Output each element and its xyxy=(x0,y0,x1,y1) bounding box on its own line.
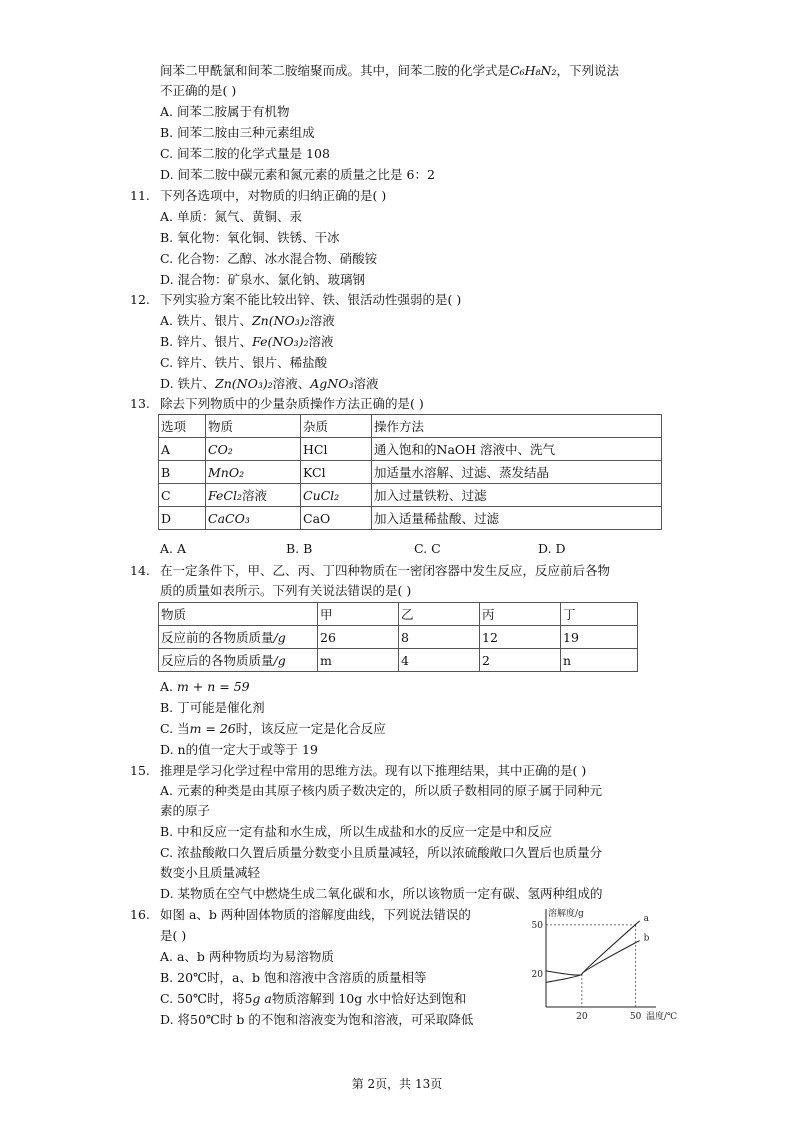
q12-option-d[interactable] xyxy=(160,375,379,393)
cell-value: 26 xyxy=(318,626,399,649)
header-cell: 杂质 xyxy=(301,415,372,438)
cell-method: 加适量水溶解、过滤、蒸发结晶 xyxy=(372,461,662,484)
q10-stem-line1 xyxy=(160,62,619,80)
q13-stem: 除去下列物质中的少量杂质操作方法正确的是( ) xyxy=(160,396,424,411)
table-row xyxy=(159,484,662,507)
q12-b-formula: Fe(NO₃)₂ xyxy=(252,334,309,349)
cell-impurity: CaO xyxy=(301,507,372,530)
q11-number: 11. xyxy=(130,188,150,203)
q15-number: 15. xyxy=(130,763,150,778)
table-header-row xyxy=(159,415,662,438)
cell-option: C xyxy=(159,484,206,507)
series-b-line xyxy=(546,941,640,976)
table-row xyxy=(159,626,638,649)
q11-option-a[interactable]: A. 单质：氮气、黄铜、汞 xyxy=(160,209,302,224)
q10-option-a[interactable]: A. 间苯二胺属于有机物 xyxy=(160,104,290,119)
q13-choice-c[interactable]: C. C xyxy=(414,541,441,556)
q12-d-tail: 溶液 xyxy=(353,376,379,391)
q16-number: 16. xyxy=(130,907,150,922)
q15-option-c-line2[interactable]: 数变小且质量减轻 xyxy=(160,865,261,880)
q10-option-d[interactable]: D. 间苯二胺中碳元素和氮元素的质量之比是 6：2 xyxy=(160,167,435,182)
q14-c-prefix: C. 当 xyxy=(160,721,190,736)
cell-value: m xyxy=(318,649,399,672)
cell-method: 加入过量铁粉、过滤 xyxy=(372,484,662,507)
q11-option-b[interactable]: B. 氧化物：氧化铜、铁锈、干冰 xyxy=(160,230,340,245)
q16-option-d[interactable]: D. 将50℃时 b 的不饱和溶液变为饱和溶液，可采取降低 xyxy=(160,1012,474,1027)
row-label: 反应后的各物质质量 xyxy=(161,653,274,668)
x-tick-label: 50 xyxy=(629,1012,642,1022)
table-row xyxy=(159,438,662,461)
q16-stem-line1: 如图 a、b 两种固体物质的溶解度曲线，下列说法错误的 xyxy=(160,907,471,922)
cell-value: 2 xyxy=(480,649,561,672)
header-cell: 物质 xyxy=(206,415,301,438)
chart-marks xyxy=(532,914,650,1022)
q14-number: 14. xyxy=(130,563,150,578)
series-a-label: a xyxy=(643,913,650,924)
q14-option-a[interactable] xyxy=(160,678,250,696)
cell-substance: MnO₂ xyxy=(206,461,301,484)
cell-value: n xyxy=(561,649,638,672)
q15-option-b[interactable]: B. 中和反应一定有盐和水生成，所以生成盐和水的反应一定是中和反应 xyxy=(160,824,553,839)
q12-a-text: A. 铁片、银片、 xyxy=(160,313,252,328)
header-cell: 甲 xyxy=(318,603,399,626)
row-label: 反应前的各物质质量 xyxy=(161,630,274,645)
q12-a-formula: Zn(NO₃)₂ xyxy=(251,313,310,328)
substance-tail: 溶液 xyxy=(241,488,267,503)
series-b-label: b xyxy=(643,933,650,944)
q16-c-tail: 物质溶解到 10g 水中恰好达到饱和 xyxy=(271,991,467,1006)
q15-stem: 推理是学习化学过程中常用的思维方法。现有以下推理结果，其中正确的是( ) xyxy=(160,763,587,778)
cell-impurity: KCl xyxy=(301,461,372,484)
cell-substance: CO₂ xyxy=(206,438,301,461)
q14-table xyxy=(158,602,638,672)
table-row xyxy=(159,461,662,484)
q13-number: 13. xyxy=(130,396,150,411)
y-tick-label: 20 xyxy=(531,970,543,981)
q15-option-a-line2[interactable]: 素的原子 xyxy=(160,803,211,818)
q12-option-c[interactable]: C. 锌片、铁片、银片、稀盐酸 xyxy=(160,355,328,370)
q12-option-b[interactable] xyxy=(160,333,334,351)
q14-a-formula: m + n = 59 xyxy=(176,679,250,694)
q13-table xyxy=(158,414,662,530)
q12-d-formula2: AgNO₃ xyxy=(310,376,354,391)
cell-substance xyxy=(206,484,301,507)
header-cell: 物质 xyxy=(159,603,318,626)
q14-c-formula: m = 26 xyxy=(189,721,236,736)
q13-choice-b[interactable]: B. B xyxy=(286,541,313,556)
q14-option-b[interactable]: B. 丁可能是催化剂 xyxy=(160,700,265,715)
q12-d-text: D. 铁片、 xyxy=(160,376,216,391)
table-header-row xyxy=(159,603,638,626)
cell-value: 12 xyxy=(480,626,561,649)
q10-option-c[interactable]: C. 间苯二胺的化学式量是 108 xyxy=(160,146,330,161)
q15-option-d[interactable]: D. 某物质在空气中燃烧生成二氧化碳和水，所以该物质一定有碳、氢两种组成的 xyxy=(160,886,603,901)
q16-option-c[interactable] xyxy=(160,990,466,1008)
cell-method: 加入适量稀盐酸、过滤 xyxy=(372,507,662,530)
q16-option-b[interactable]: B. 20℃时，a、b 饱和溶液中含溶质的质量相等 xyxy=(160,970,427,985)
q16-stem-line2: 是( ) xyxy=(160,928,187,943)
cell-value: 4 xyxy=(399,649,480,672)
cell-substance: CaCO₃ xyxy=(206,507,301,530)
page-footer: 第 2页，共 13页 xyxy=(351,1077,443,1091)
q14-option-d[interactable]: D. n的值一定大于或等于 19 xyxy=(160,742,318,757)
cell-impurity: CuCl₂ xyxy=(301,484,372,507)
cell-option: D xyxy=(159,507,206,530)
header-cell: 丙 xyxy=(480,603,561,626)
q14-option-c[interactable] xyxy=(160,720,386,738)
q15-option-a-line1[interactable]: A. 元素的种类是由其原子核内质子数决定的，所以质子数相同的原子属于同种元 xyxy=(160,783,602,798)
q12-number: 12. xyxy=(130,292,150,307)
cell-method: 通入饱和的NaOH 溶液中、洗气 xyxy=(372,438,662,461)
q15-option-c-line1[interactable]: C. 浓盐酸敞口久置后质量分数变小且质量减轻，所以浓硫酸敞口久置后也质量分 xyxy=(160,845,603,860)
q16-c-formula: g a xyxy=(252,991,272,1006)
cell-option: A xyxy=(159,438,206,461)
q10-formula: C₆H₈N₂ xyxy=(510,63,557,78)
q13-choice-d[interactable]: D. D xyxy=(538,541,566,556)
q10-stem-line2: 不正确的是( ) xyxy=(160,83,237,98)
cell-label xyxy=(159,649,318,672)
q12-a-tail: 溶液 xyxy=(309,313,335,328)
header-cell: 选项 xyxy=(159,415,206,438)
substance-formula: FeCl₂ xyxy=(208,488,242,503)
q12-d-mid: 溶液、 xyxy=(272,376,311,391)
q10-stem-text: 间苯二甲酰氯和间苯二胺缩聚而成。其中，间苯二胺的化学式是 xyxy=(160,63,511,78)
q10-stem-tail: ，下列说法 xyxy=(556,63,619,78)
solubility-chart xyxy=(520,905,678,1023)
cell-value: 8 xyxy=(399,626,480,649)
y-axis-label: 溶解度/g xyxy=(548,909,584,919)
q14-stem-line2: 质的质量如表所示。下列有关说法错误的是( ) xyxy=(160,583,412,598)
table-row xyxy=(159,649,638,672)
q13-choice-a[interactable]: A. A xyxy=(160,541,187,556)
q12-option-a[interactable] xyxy=(160,312,335,330)
q12-b-text: B. 锌片、银片、 xyxy=(160,334,253,349)
cell-value: 19 xyxy=(561,626,638,649)
q14-c-tail: 时，该反应一定是化合反应 xyxy=(235,721,386,736)
q11-option-d[interactable]: D. 混合物：矿泉水、氯化钠、玻璃钢 xyxy=(160,272,366,287)
x-axis-label: 温度/℃ xyxy=(646,1012,678,1022)
q16-option-a[interactable]: A. a、b 两种物质均为易溶物质 xyxy=(160,949,334,964)
q11-stem: 下列各选项中，对物质的归纳正确的是( ) xyxy=(160,188,387,203)
x-tick-label: 20 xyxy=(576,1012,588,1022)
header-cell: 乙 xyxy=(399,603,480,626)
cell-impurity: HCl xyxy=(301,438,372,461)
header-cell: 丁 xyxy=(561,603,638,626)
cell-option: B xyxy=(159,461,206,484)
row-unit: /g xyxy=(273,630,286,645)
header-cell: 操作方法 xyxy=(372,415,662,438)
q14-a-prefix: A. xyxy=(160,679,177,694)
row-unit: /g xyxy=(273,653,286,668)
q12-stem: 下列实验方案不能比较出锌、铁、银活动性强弱的是( ) xyxy=(160,292,462,307)
q10-option-b[interactable]: B. 间苯二胺由三种元素组成 xyxy=(160,125,315,140)
q16-c-prefix: C. 50℃时，将5 xyxy=(160,991,253,1006)
q12-d-formula1: Zn(NO₃)₂ xyxy=(215,376,273,391)
q12-b-tail: 溶液 xyxy=(308,334,334,349)
q11-option-c[interactable]: C. 化合物：乙醇、冰水混合物、硝酸铵 xyxy=(160,251,378,266)
q14-stem-line1: 在一定条件下，甲、乙、丙、丁四种物质在一密闭容器中发生反应，反应前后各物 xyxy=(160,563,611,578)
chart-axes xyxy=(546,907,677,1022)
table-row xyxy=(159,507,662,530)
y-tick-label: 50 xyxy=(531,920,543,931)
cell-label xyxy=(159,626,318,649)
